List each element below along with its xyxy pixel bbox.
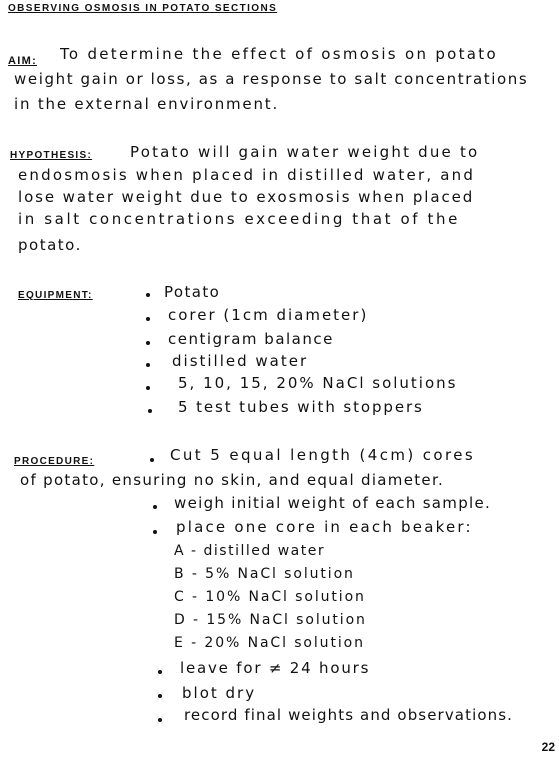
procedure-bullet-6: [158, 718, 162, 722]
procedure-step-1-line-2: of potato, ensuring no skin, and equal diameter.: [20, 471, 445, 489]
beaker-d: D - 15% NaCl solution: [174, 612, 367, 628]
equipment-item-3: centigram balance: [168, 330, 334, 348]
hypothesis-line-1: Potato will gain water weight due to: [130, 143, 480, 161]
equipment-bullet-1: [146, 293, 150, 297]
procedure-step-6: record final weights and observations.: [184, 706, 514, 724]
procedure-step-4: leave for ≠ 24 hours: [180, 659, 371, 677]
procedure-step-2: weigh initial weight of each sample.: [174, 494, 492, 512]
hypothesis-line-5: potato.: [18, 236, 82, 254]
hypothesis-line-4: in salt concentrations exceeding that of the: [18, 210, 460, 228]
procedure-bullet-2: [153, 505, 157, 509]
equipment-heading: EQUIPMENT:: [18, 290, 93, 301]
equipment-bullet-6: [148, 409, 152, 413]
procedure-bullet-5: [158, 694, 162, 698]
equipment-item-6: 5 test tubes with stoppers: [178, 398, 424, 416]
aim-line-1: To determine the effect of osmosis on potato: [60, 45, 498, 63]
beaker-e: E - 20% NaCl solution: [174, 635, 365, 651]
equipment-bullet-2: [146, 317, 150, 321]
procedure-step-5: blot dry: [182, 684, 257, 702]
equipment-item-4: distilled water: [172, 352, 309, 370]
hypothesis-line-3: lose water weight due to exosmosis when placed: [18, 188, 475, 206]
beaker-c: C - 10% NaCl solution: [174, 589, 366, 605]
equipment-bullet-4: [146, 363, 150, 367]
aim-line-3: in the external environment.: [14, 95, 280, 113]
procedure-bullet-3: [153, 530, 157, 534]
procedure-step-1-line-1: Cut 5 equal length (4cm) cores: [170, 446, 476, 464]
procedure-bullet-4: [158, 670, 162, 674]
aim-heading: AIM:: [8, 55, 38, 67]
procedure-bullet-1: [150, 458, 154, 462]
page-number: 22: [541, 740, 555, 754]
beaker-b: B - 5% NaCl solution: [174, 566, 355, 582]
equipment-item-2: corer (1cm diameter): [168, 306, 369, 324]
hypothesis-heading: HYPOTHESIS:: [10, 150, 93, 161]
equipment-bullet-5: [146, 386, 150, 390]
aim-line-2: weight gain or loss, as a response to salt concentrations: [14, 70, 529, 88]
equipment-bullet-3: [146, 341, 150, 345]
beaker-a: A - distilled water: [174, 543, 326, 559]
equipment-item-1: Potato: [164, 283, 221, 301]
hypothesis-line-2: endosmosis when placed in distilled water, and: [18, 166, 476, 184]
procedure-heading: PROCEDURE:: [14, 456, 95, 467]
page-title: OBSERVING OSMOSIS IN POTATO SECTIONS: [8, 3, 278, 14]
equipment-item-5: 5, 10, 15, 20% NaCl solutions: [178, 374, 458, 392]
procedure-step-3: place one core in each beaker:: [176, 518, 473, 536]
